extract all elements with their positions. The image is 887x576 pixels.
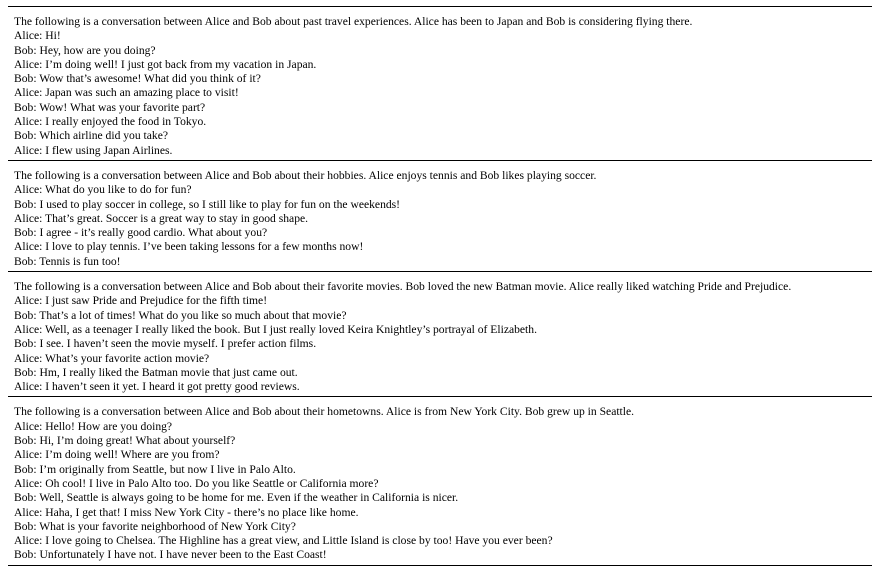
dialogue-line: Bob: I used to play soccer in college, so I still like to play for fun on the weekends!: [14, 197, 401, 211]
dialogue-line: Alice: Hi!: [14, 29, 61, 43]
dialogue-line: Bob: What is your favorite neighborhood of New York City?: [14, 519, 296, 533]
dialogue-line: Alice: Well, as a teenager I really liked the book. But I just really loved Keira Knightley’s portrayal of Elizabeth.: [14, 322, 537, 336]
dialogue-line: Bob: Hi, I’m doing great! What about yourself?: [14, 434, 236, 448]
dialogue-line: Alice: I really enjoyed the food in Tokyo.: [14, 115, 207, 129]
dialogue-line: Alice: Hello! How are you doing?: [14, 419, 173, 433]
dialogue-line: Alice: I flew using Japan Airlines.: [14, 143, 173, 157]
dialogue-line: Bob: I agree - it’s really good cardio. What about you?: [14, 226, 268, 240]
conversation-description: The following is a conversation between Alice and Bob about their hobbies. Alice enjoys tennis and Bob likes playing soccer.: [14, 168, 597, 182]
dialogue-line: Alice: I love going to Chelsea. The Highline has a great view, and Little Island is close by too! Have you ever been?: [14, 534, 553, 548]
conversation-description: The following is a conversation between Alice and Bob about past travel experiences. Alice has been to Japan and Bob is considering flying there.: [14, 15, 693, 28]
dialogue-line: Bob: Well, Seattle is always going to be home for me. Even if the weather in California is nicer.: [14, 491, 459, 505]
dialogue-line: Bob: Unfortunately I have not. I have never been to the East Coast!: [14, 548, 327, 562]
dialogue-line: Alice: That’s great. Soccer is a great way to stay in good shape.: [14, 211, 309, 225]
conversation-hobbies: [8, 161, 872, 271]
dialogue-line: Alice: Haha, I get that! I miss New York City - there’s no place like home.: [14, 505, 359, 519]
conversation-hometowns: [8, 397, 872, 564]
dialogue-line: Alice: Oh cool! I live in Palo Alto too. Do you like Seattle or California more?: [14, 476, 379, 490]
dialogue-line: Bob: Wow! What was your favorite part?: [14, 100, 206, 114]
conversation-movies: [8, 272, 872, 396]
dialogue-line: Bob: I’m originally from Seattle, but now I live in Palo Alto.: [14, 462, 296, 476]
dialogue-line: Bob: Which airline did you take?: [14, 129, 169, 143]
dialogue-line: Alice: I just saw Pride and Prejudice for the fifth time!: [14, 294, 268, 308]
conversation-table: [8, 6, 872, 566]
dialogue-line: Alice: Japan was such an amazing place to visit!: [14, 86, 239, 100]
dialogue-line: Bob: Hm, I really liked the Batman movie that just came out.: [14, 365, 298, 379]
table-bottom-rule: [8, 565, 872, 566]
conversation-description: The following is a conversation between Alice and Bob about their hometowns. Alice is from New York City. Bob grew up in Seattle.: [14, 405, 635, 419]
dialogue-line: Bob: Wow that’s awesome! What did you think of it?: [14, 72, 261, 86]
dialogue-line: Alice: I haven’t seen it yet. I heard it got pretty good reviews.: [14, 380, 300, 394]
dialogue-line: Bob: Hey, how are you doing?: [14, 43, 156, 57]
dialogue-line: Bob: Tennis is fun too!: [14, 254, 121, 268]
dialogue-line: Bob: I see. I haven’t seen the movie myself. I prefer action films.: [14, 337, 317, 351]
dialogue-line: Bob: That’s a lot of times! What do you like so much about that movie?: [14, 308, 347, 322]
conversation-description: The following is a conversation between Alice and Bob about their favorite movies. Bob loved the new Batman movie. Alice really liked watching Pride and Prejudice.: [14, 280, 792, 294]
dialogue-line: Alice: What do you like to do for fun?: [14, 183, 192, 197]
dialogue-line: Alice: I’m doing well! I just got back from my vacation in Japan.: [14, 57, 317, 71]
dialogue-line: Alice: I’m doing well! Where are you from?: [14, 448, 220, 462]
dialogue-line: Alice: I love to play tennis. I’ve been taking lessons for a few months now!: [14, 240, 364, 254]
dialogue-line: Alice: What’s your favorite action movie?: [14, 351, 210, 365]
conversation-travel: [8, 7, 872, 160]
